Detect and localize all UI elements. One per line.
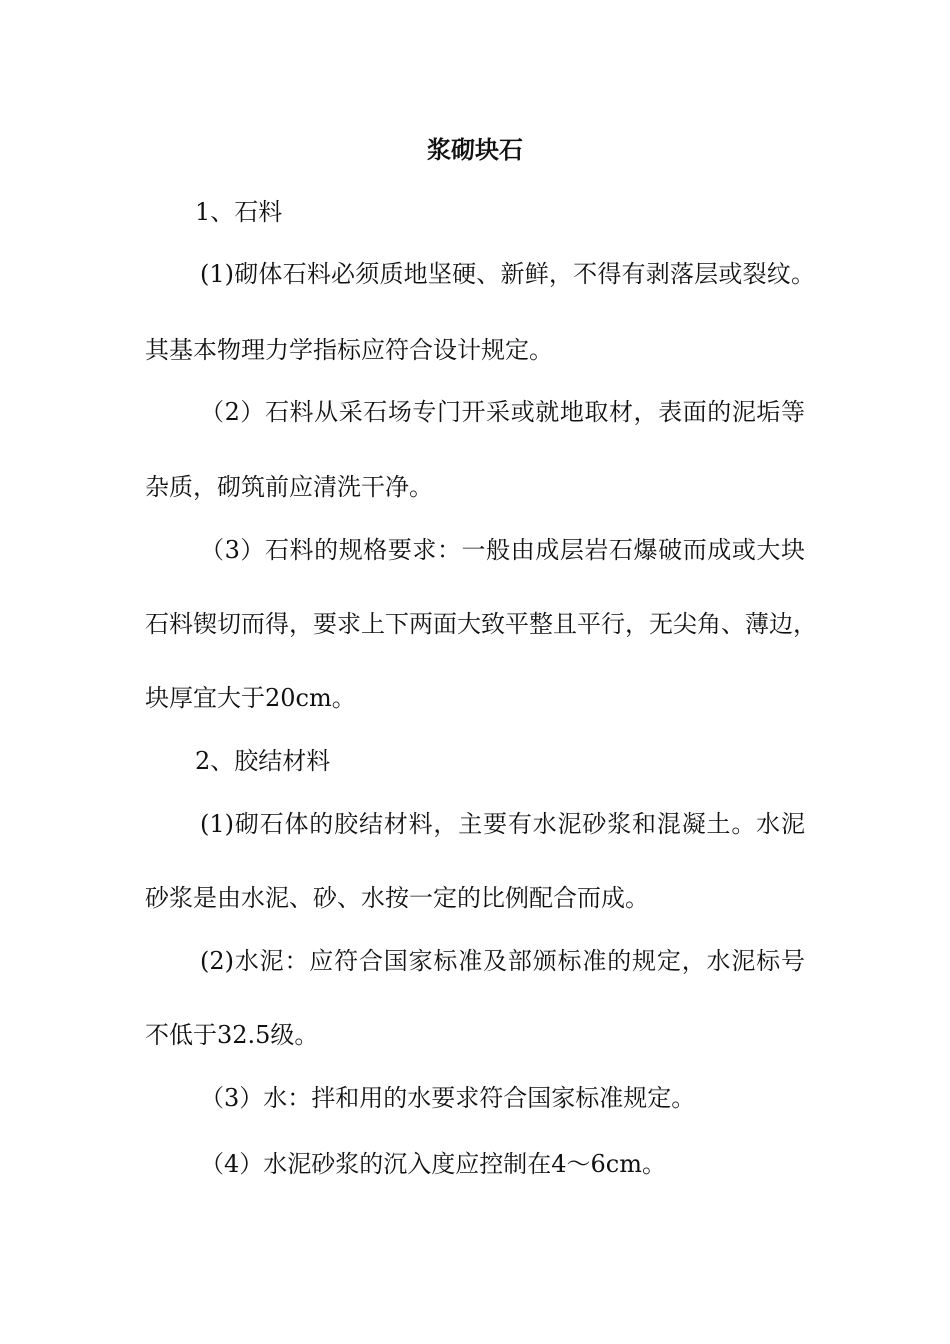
paragraph-line: 不低于32.5级。 (145, 1021, 319, 1049)
section-heading-stone: 1、石料 (195, 198, 283, 226)
paragraph-line: （2）石料从采石场专门开采或就地取材，表面的泥垢等 (200, 398, 805, 426)
paragraph-line: （3）石料的规格要求：一般由成层岩石爆破而成或大块 (200, 536, 805, 564)
paragraph-line: （4）水泥砂浆的沉入度应控制在4～6cm。 (200, 1150, 667, 1178)
paragraph-line: 杂质，砌筑前应清洗干净。 (145, 473, 433, 501)
page-title: 浆砌块石 (427, 136, 523, 164)
section-heading-binder: 2、胶结材料 (195, 747, 331, 775)
paragraph-line: (2)水泥：应符合国家标准及部颁标准的规定，水泥标号 (200, 947, 805, 975)
paragraph-line: (1)砌石体的胶结材料，主要有水泥砂浆和混凝土。水泥 (200, 810, 805, 838)
paragraph-line: (1)砌体石料必须质地坚硬、新鲜，不得有剥落层或裂纹。 (200, 260, 815, 288)
paragraph-line: 其基本物理力学指标应符合设计规定。 (145, 336, 553, 364)
paragraph-line: 块厚宜大于20cm。 (145, 684, 356, 712)
paragraph-line: （3）水：拌和用的水要求符合国家标准规定。 (200, 1084, 696, 1112)
paragraph-line: 石料锲切而得，要求上下两面大致平整且平行，无尖角、薄边， (145, 610, 817, 638)
paragraph-line: 砂浆是由水泥、砂、水按一定的比例配合而成。 (145, 884, 649, 912)
